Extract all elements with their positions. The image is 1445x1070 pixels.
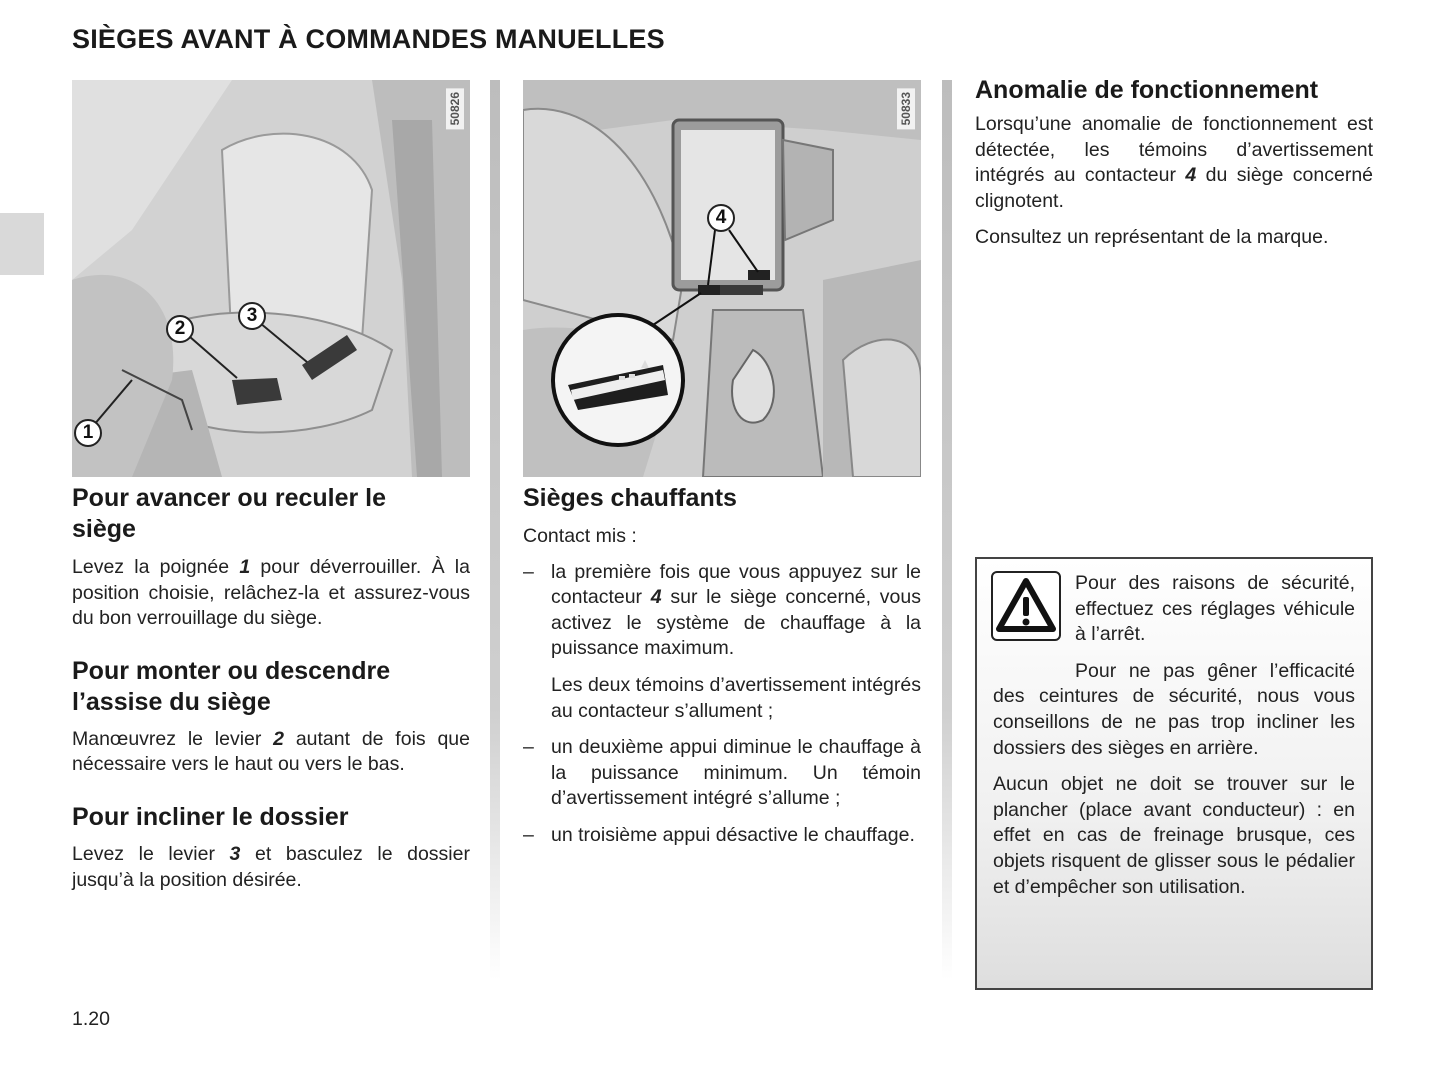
reference-number: 4 (1185, 164, 1197, 187)
text: et basculez le dossier jusqu’à la position désirée. (72, 842, 470, 891)
section-heading: Pour incliner le dossier (72, 802, 349, 831)
text: Lorsqu’une anomalie de fonctionnement est détectée, les témoins d’avertissement intégrés au contacteur (975, 113, 1373, 187)
figure-number: 50833 (897, 88, 915, 129)
section-heading (72, 483, 470, 545)
column-divider-right (942, 80, 952, 980)
section-body (72, 842, 470, 893)
text: Levez le levier (72, 842, 230, 865)
page-title: SIÈGES AVANT À COMMANDES MANUELLES (72, 24, 665, 54)
column-divider-left (490, 80, 500, 980)
list-item (523, 735, 921, 812)
column-malfunction (975, 76, 1374, 251)
reference-number: 4 (650, 586, 662, 609)
text: pour déverrouiller. À la position choisie, relâchez-la et assurez-vous du bon verrouillage du siège. (72, 556, 470, 630)
figure-dashboard-illustration (523, 80, 921, 477)
chapter-tab (0, 213, 44, 275)
list-dash: – (523, 823, 534, 846)
section-heading (72, 656, 470, 718)
heading-line: Pour monter ou descendre (72, 656, 391, 685)
reference-number: 3 (229, 842, 241, 865)
list-dash: – (523, 736, 534, 759)
list-item (523, 560, 921, 725)
warning-para-2: Pour ne pas gêner l’efficacité des ceintures de sécurité, nous vous conseillons de ne pas trop incliner les dossiers des sièges en arrière. (993, 659, 1355, 759)
text: Manœuvrez le levier (72, 727, 274, 750)
section-heading-heated-seats: Sièges chauffants (523, 484, 737, 512)
malfunction-text (975, 112, 1373, 214)
dashboard-illustration (523, 80, 921, 477)
section-body (72, 727, 470, 778)
intro-text: Contact mis : (523, 525, 637, 547)
section-forward-backward (72, 483, 470, 632)
section-body (72, 555, 470, 632)
section-seat-height (72, 656, 470, 778)
heated-seat-steps (523, 560, 921, 849)
column-heated-seats (523, 80, 921, 849)
callout-3: 3 (238, 302, 266, 330)
warning-triangle-glyph (993, 573, 1059, 639)
warning-triangle-icon (991, 571, 1061, 641)
callout-4: 4 (707, 204, 735, 232)
figure-number: 50826 (446, 88, 464, 129)
text: un deuxième appui diminue le chauffage à la puissance minimum. Un témoin d’avertissement intégré s’allume ; (551, 736, 921, 810)
reference-number: 2 (273, 727, 285, 750)
section-recline (72, 802, 470, 893)
heading-line: Pour avancer ou reculer le (72, 484, 387, 512)
list-item-note: Les deux témoins d’avertissement intégrés au contacteur s’allument ; (551, 673, 921, 722)
reference-number: 1 (239, 556, 251, 578)
figure-seat-illustration (72, 80, 470, 477)
list-item (523, 823, 921, 849)
text: un troisième appui désactive le chauffage. (551, 823, 915, 846)
text: sur le siège concerné, vous activez le système de chauffage à la puissance maximum. (551, 586, 921, 660)
list-dash: – (523, 560, 534, 583)
column-seat-adjustment (72, 80, 470, 893)
callout-1: 1 (74, 419, 102, 447)
seat-illustration (72, 80, 470, 477)
contact-dealer-text: Consultez un représentant de la marque. (975, 226, 1329, 249)
page-number: 1.20 (72, 1008, 110, 1030)
text: la première fois que vous appuyez sur le contacteur (551, 560, 921, 609)
warning-para-3: Aucun objet ne doit se trouver sur le plancher (place avant conducteur) : en effet en cas de freinage brusque, ces objets risquent de glisser sous le pédalier et d’empêcher son utilisation. (993, 773, 1355, 898)
text: du siège concerné clignotent. (975, 164, 1374, 212)
heading-line: siège (72, 515, 136, 543)
warning-para-1: Pour des raisons de sécurité, effectuez ces réglages véhicule à l’arrêt. (1075, 572, 1355, 646)
text: autant de fois que nécessaire vers le haut ou vers le bas. (72, 727, 470, 776)
heading-line: l’assise du siège (72, 687, 271, 716)
text: Levez la poignée (72, 556, 240, 578)
warning-box (975, 557, 1373, 990)
section-heading-malfunction: Anomalie de fonctionnement (975, 76, 1319, 104)
callout-2: 2 (166, 315, 194, 343)
